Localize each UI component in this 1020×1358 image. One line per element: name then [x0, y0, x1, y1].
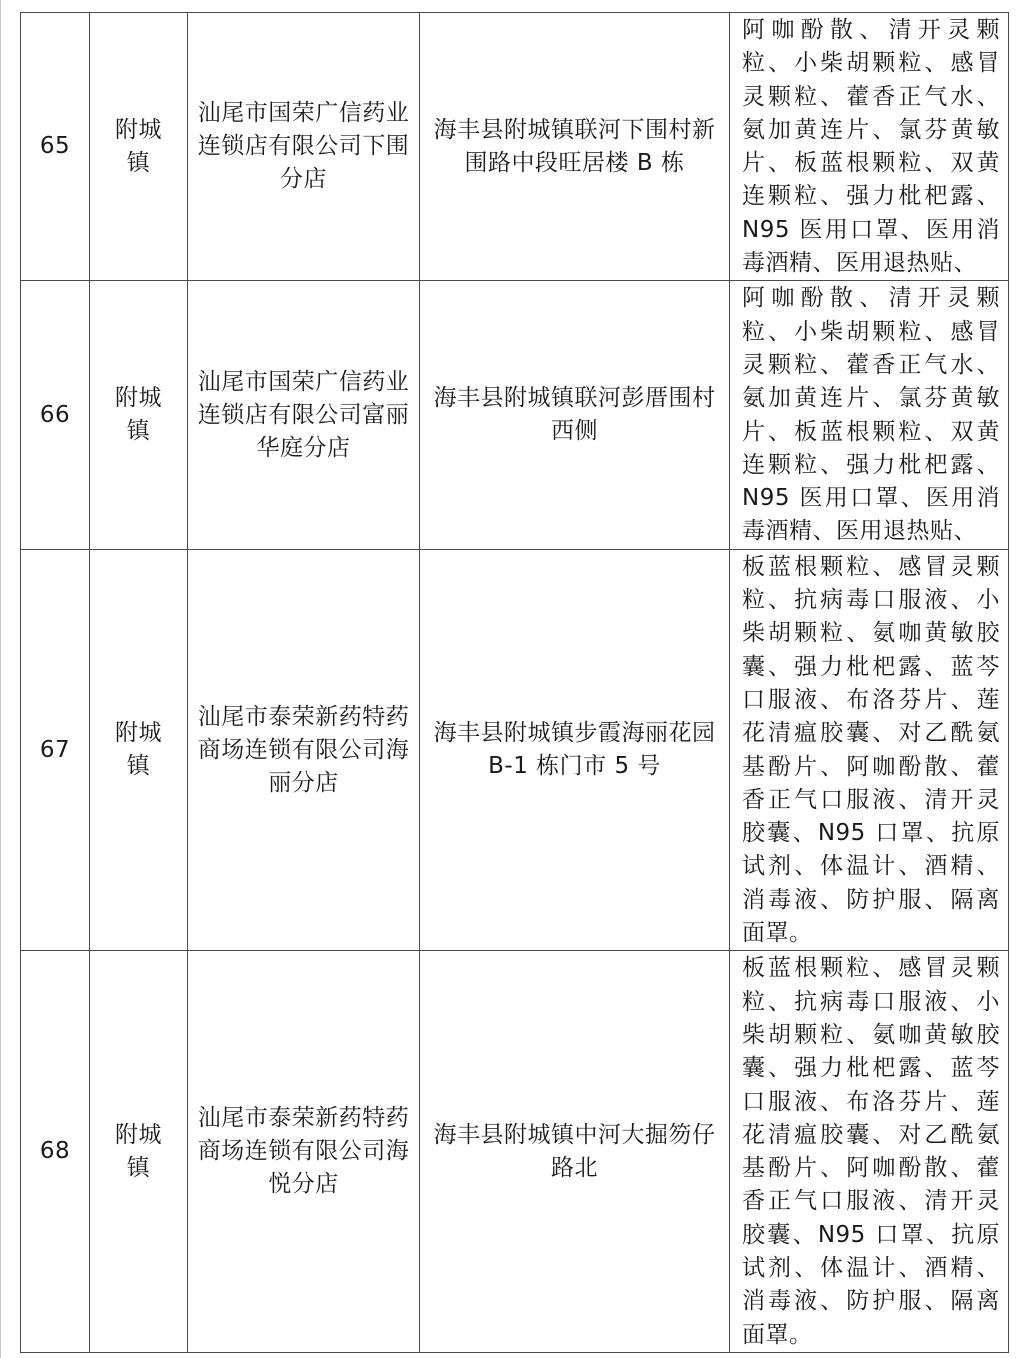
- pharmacy-name-cell: 汕尾市国荣广信药业连锁店有限公司下围分店: [188, 13, 420, 281]
- table-row: [21, 281, 1009, 549]
- table-row: [21, 549, 1009, 951]
- address-cell: 海丰县附城镇中河大掘笏仔路北: [420, 951, 730, 1353]
- row-number-cell: 66: [21, 281, 90, 549]
- drug-list-cell: 板蓝根颗粒、感冒灵颗粒、抗病毒口服液、小柴胡颗粒、氨咖黄敏胶囊、强力枇杷露、蓝芩口服液、布洛芬片、莲花清瘟胶囊、对乙酰氨基酚片、阿咖酚散、藿香正气口服液、清开灵胶囊、N95 口罩、抗原试剂、体温计、酒精、消毒液、防护服、隔离面罩。: [730, 951, 1009, 1353]
- drug-list-cell: 阿咖酚散、清开灵颗粒、小柴胡颗粒、感冒灵颗粒、藿香正气水、氨加黄连片、氯芬黄敏片、板蓝根颗粒、双黄连颗粒、强力枇杷露、N95 医用口罩、医用消毒酒精、医用退热贴、: [730, 281, 1009, 549]
- row-number-cell: 68: [21, 951, 90, 1353]
- town-cell: 附城镇: [90, 549, 188, 951]
- town-cell: 附城镇: [90, 951, 188, 1353]
- drug-list-cell: 阿咖酚散、清开灵颗粒、小柴胡颗粒、感冒灵颗粒、藿香正气水、氨加黄连片、氯芬黄敏片、板蓝根颗粒、双黄连颗粒、强力枇杷露、N95 医用口罩、医用消毒酒精、医用退热贴、: [730, 13, 1009, 281]
- address-cell: 海丰县附城镇联河下围村新围路中段旺居楼 B 栋: [420, 13, 730, 281]
- pharmacy-list-table: [20, 12, 1009, 1353]
- table-row: [21, 951, 1009, 1353]
- pharmacy-name-cell: 汕尾市泰荣新药特药商场连锁有限公司海丽分店: [188, 549, 420, 951]
- row-number-cell: 65: [21, 13, 90, 281]
- town-cell: 附城镇: [90, 13, 188, 281]
- town-cell: 附城镇: [90, 281, 188, 549]
- row-number-cell: 67: [21, 549, 90, 951]
- address-cell: 海丰县附城镇联河彭厝围村西侧: [420, 281, 730, 549]
- table-row: [21, 13, 1009, 281]
- address-cell: 海丰县附城镇步霞海丽花园 B-1 栋门市 5 号: [420, 549, 730, 951]
- drug-list-cell: 板蓝根颗粒、感冒灵颗粒、抗病毒口服液、小柴胡颗粒、氨咖黄敏胶囊、强力枇杷露、蓝芩口服液、布洛芬片、莲花清瘟胶囊、对乙酰氨基酚片、阿咖酚散、藿香正气口服液、清开灵胶囊、N95 口罩、抗原试剂、体温计、酒精、消毒液、防护服、隔离面罩。: [730, 549, 1009, 951]
- pharmacy-name-cell: 汕尾市国荣广信药业连锁店有限公司富丽华庭分店: [188, 281, 420, 549]
- page-edge-divider: [0, 0, 1, 1358]
- pharmacy-name-cell: 汕尾市泰荣新药特药商场连锁有限公司海悦分店: [188, 951, 420, 1353]
